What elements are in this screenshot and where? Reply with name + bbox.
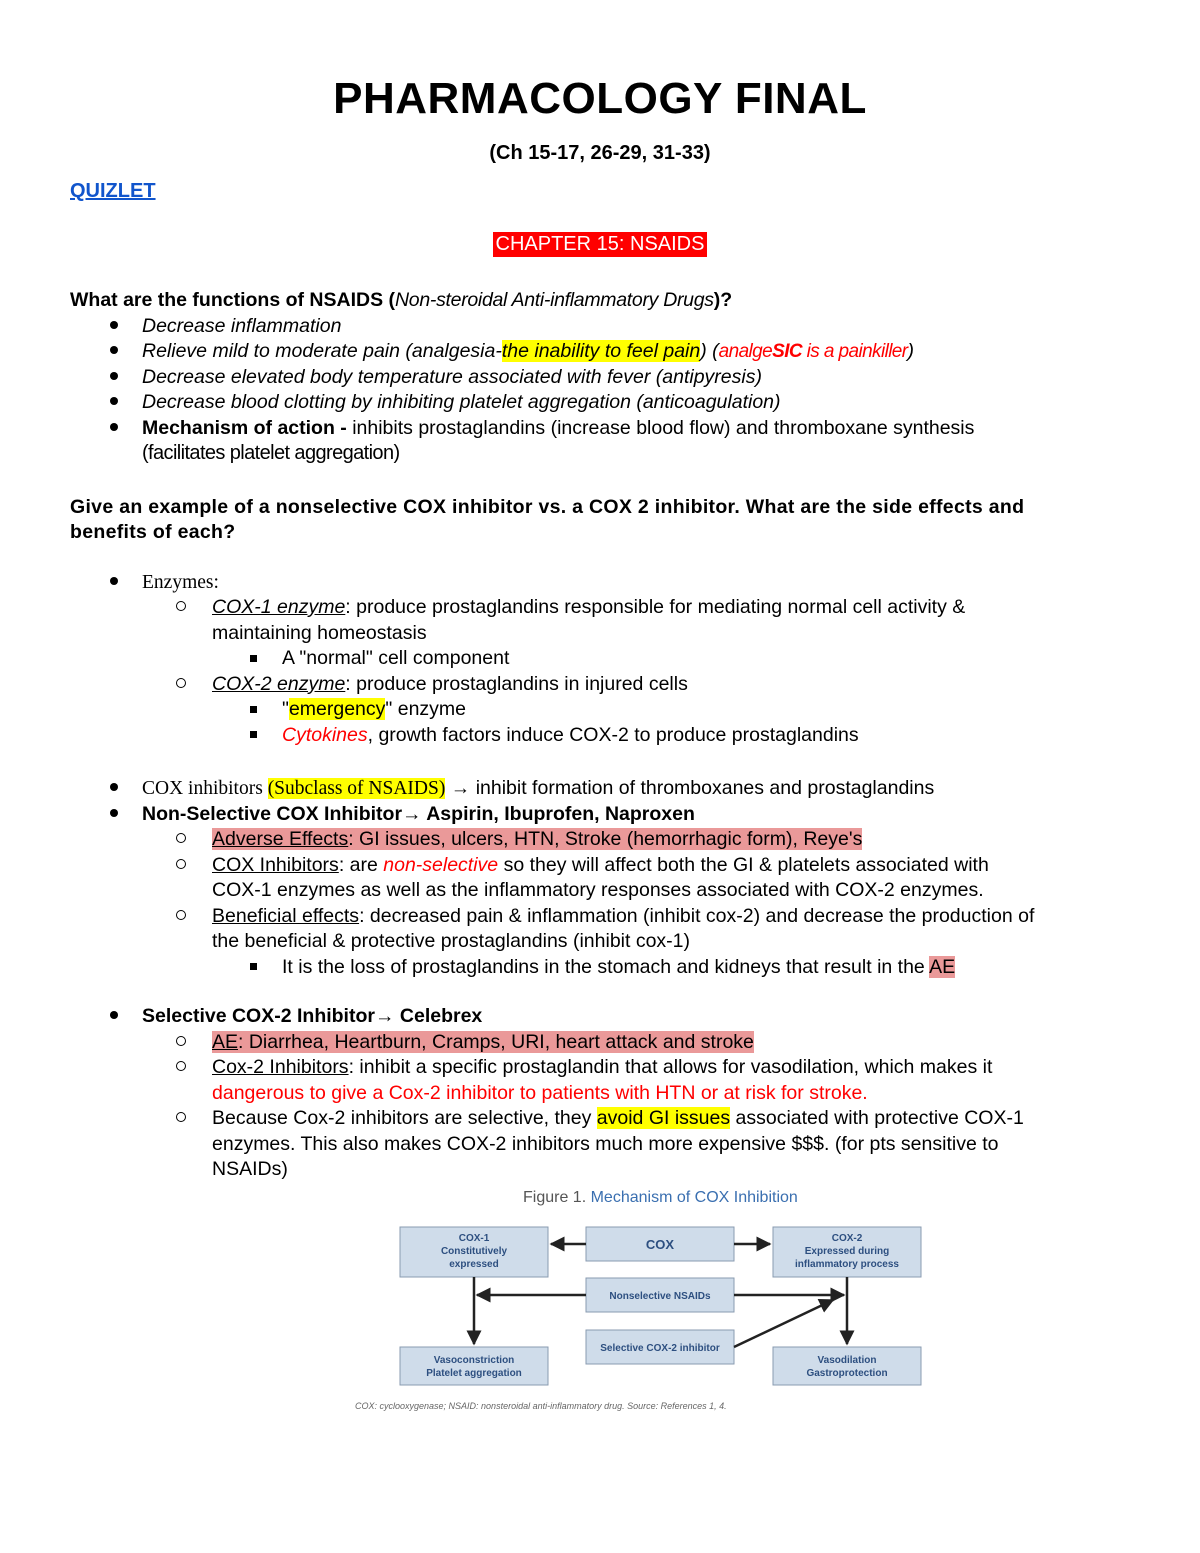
beneficial-sub-text: It is the loss of prostaglandins in the stomach and kidneys that result in the — [282, 955, 930, 978]
list-item — [70, 827, 1140, 853]
cox-inhibitors-text: COX inhibitors — [142, 778, 268, 799]
ae-text: : Diarrhea, Heartburn, Cramps, URI, heart attack and stroke — [238, 1030, 754, 1053]
cox2-label: COX-2 enzyme — [212, 672, 346, 695]
functions-list — [70, 314, 1140, 467]
highlight-text: (Subclass of NSAIDS) — [267, 778, 446, 799]
inhibitors-label: COX Inhibitors — [212, 853, 339, 876]
bullet-icon — [110, 390, 118, 416]
beneficial-label: Beneficial effects — [212, 904, 360, 927]
list-item — [70, 723, 1140, 749]
svg-text:Expressed during: Expressed during — [804, 1246, 890, 1257]
bullet-icon — [110, 1004, 118, 1030]
cox2-text: : produce prostaglandins in injured cells — [345, 672, 688, 695]
list-item — [70, 314, 1140, 340]
mechanism-label: Mechanism of action - — [142, 416, 353, 439]
svg-text:COX-1: COX-1 — [458, 1233, 490, 1244]
chapter-heading-wrap — [0, 232, 1200, 257]
beneficial-text: : decreased pain & inflammation (inhibit cox-2) and decrease the production of — [359, 904, 1035, 927]
selective-text: associated with protective COX-1 — [730, 1107, 1024, 1129]
question-1 — [70, 288, 1140, 314]
enzymes-list — [70, 570, 1140, 749]
function-text: Decrease inflammation — [142, 314, 342, 337]
circle-bullet-icon — [176, 1055, 186, 1081]
inhibitors-text: : are — [338, 853, 384, 876]
svg-text:Platelet aggregation: Platelet aggregation — [426, 1368, 522, 1379]
bullet-icon — [110, 314, 118, 340]
list-item — [70, 1106, 1140, 1183]
page-title: PHARMACOLOGY FINAL — [333, 74, 867, 123]
cox2-box — [773, 1227, 921, 1277]
svg-text:Constitutively: Constitutively — [440, 1246, 508, 1257]
list-item — [70, 776, 1140, 802]
svg-text:inflammatory process: inflammatory process — [795, 1259, 899, 1270]
page-subtitle: (Ch 15-17, 26-29, 31-33) — [489, 142, 711, 164]
cox1-text: : produce prostaglandins responsible for mediating normal cell activity & — [345, 596, 966, 618]
selective-title: Selective COX-2 Inhibitor→ Celebrex — [142, 1005, 483, 1027]
cox2-sub-text: , growth factors induce COX-2 to produce prostaglandins — [367, 723, 859, 746]
bullet-icon — [110, 802, 118, 828]
nonselective-title: Non-Selective COX Inhibitor→ Aspirin, Ibuprofen, Naproxen — [142, 802, 695, 825]
function-text: Relieve mild to moderate pain (analgesia- — [142, 340, 502, 362]
circle-bullet-icon — [176, 904, 186, 930]
list-item — [70, 802, 1140, 981]
list-item — [70, 339, 1140, 365]
q2-line: benefits of each? — [70, 521, 236, 543]
function-text: ) ( — [700, 340, 719, 362]
ae-label: AE — [212, 1030, 239, 1053]
bullet-icon — [110, 416, 118, 442]
q1-suffix: )? — [713, 289, 733, 311]
list-item — [70, 570, 1140, 749]
svg-text:COX-2: COX-2 — [831, 1233, 863, 1244]
list-item — [70, 595, 1140, 672]
list-item — [70, 1055, 1140, 1106]
cox1-sub-text: A "normal" cell component — [282, 647, 510, 669]
red-text: dangerous to give a Cox-2 inhibitor to patients with HTN or at risk for stroke. — [212, 1081, 868, 1104]
bullet-icon — [110, 570, 118, 596]
ae-label: Adverse Effects — [212, 828, 349, 850]
cox-inhibitors-text: → inhibit formation of thromboxanes and prostaglandins — [445, 777, 935, 799]
highlight-text: the inability to feel pain — [501, 340, 701, 362]
q1-italic: Non-steroidal Anti-inflammatory Drugs — [395, 289, 714, 311]
red-text: analge — [718, 341, 773, 362]
vasoconstriction-box — [400, 1347, 548, 1385]
svg-text:expressed: expressed — [449, 1259, 499, 1270]
svg-text:Nonselective NSAIDs: Nonselective NSAIDs — [609, 1291, 711, 1302]
highlight-text: emergency — [288, 698, 386, 720]
list-item — [70, 697, 1140, 723]
highlight-text: avoid GI issues — [596, 1107, 731, 1129]
red-text: Cytokines — [282, 723, 368, 746]
q1-prefix: What are the functions of NSAIDS ( — [70, 289, 396, 311]
circle-bullet-icon — [176, 595, 186, 621]
circle-bullet-icon — [176, 672, 186, 698]
mechanism-text: inhibits prostaglandins (increase blood flow) and thromboxane synthesis — [352, 416, 975, 439]
function-text: Decrease elevated body temperature associated with fever (antipyresis) — [142, 365, 762, 388]
circle-bullet-icon — [176, 1030, 186, 1056]
bullet-icon — [110, 776, 118, 802]
svg-text:Vasodilation: Vasodilation — [817, 1355, 877, 1366]
cox2-inhibitors-text: : inhibit a specific prostaglandin that allows for vasodilation, which makes it — [348, 1056, 993, 1078]
q2-line: Give an example of a nonselective COX inhibitor vs. a COX 2 inhibitor. What are the side effects and — [70, 495, 1025, 518]
cox-mechanism-figure — [355, 1182, 935, 1417]
highlight-text: AE — [929, 955, 956, 978]
cox-box — [586, 1227, 734, 1261]
function-text: Decrease blood clotting by inhibiting platelet aggregation (anticoagulation) — [142, 391, 781, 413]
vasodilation-box — [773, 1347, 921, 1385]
svg-text:COX: COX — [645, 1237, 675, 1252]
cox1-label: COX-1 enzyme — [212, 596, 346, 618]
square-bullet-icon — [250, 646, 257, 672]
question-2 — [70, 495, 1140, 546]
bullet-icon — [110, 365, 118, 391]
selective-text: NSAIDs) — [212, 1158, 288, 1180]
beneficial-text: the beneficial & protective prostaglandins (inhibit cox-1) — [212, 930, 691, 952]
list-item — [70, 1030, 1140, 1056]
list-item — [70, 672, 1140, 749]
inhibitors-text: so they will affect both the GI & platelets associated with — [498, 853, 989, 876]
list-item — [70, 416, 1140, 467]
list-item — [70, 365, 1140, 391]
cox2-sub-text: " enzyme — [385, 698, 467, 720]
list-item — [70, 390, 1140, 416]
content-body — [70, 288, 1140, 1183]
red-text: non-selective — [383, 853, 499, 876]
svg-text:Selective COX-2 inhibitor: Selective COX-2 inhibitor — [600, 1343, 720, 1354]
list-item — [70, 1004, 1140, 1183]
inhibitors-list — [70, 776, 1140, 980]
circle-bullet-icon — [176, 827, 186, 853]
enzymes-label: Enzymes: — [142, 571, 219, 593]
chapter-heading: CHAPTER 15: NSAIDS — [493, 232, 708, 257]
selective-text: Because Cox-2 inhibitors are selective, they — [212, 1107, 597, 1129]
nonselective-nsaids-box — [586, 1278, 734, 1312]
square-bullet-icon — [250, 955, 257, 981]
cox2-sub-text: " — [282, 698, 289, 720]
red-text: is a painkiller — [802, 341, 908, 362]
figure-title: Figure 1. Mechanism of COX Inhibition — [523, 1189, 798, 1206]
quizlet-link[interactable]: QUIZLET — [70, 180, 156, 202]
circle-bullet-icon — [176, 1106, 186, 1132]
list-item — [70, 646, 1140, 672]
list-item — [70, 904, 1140, 981]
selective-cox2-box — [586, 1330, 734, 1364]
circle-bullet-icon — [176, 853, 186, 879]
bullet-icon — [110, 339, 118, 365]
figure-caption: COX: cyclooxygenase; NSAID: nonsteroidal anti-inflammatory drug. Source: References 1, 4. — [355, 1401, 727, 1411]
cox2-inhibitors-label: Cox-2 Inhibitors — [212, 1056, 349, 1078]
list-item — [70, 853, 1140, 904]
function-text: ) — [907, 340, 915, 362]
red-bold-text: SIC — [772, 341, 802, 362]
cox1-box — [400, 1227, 548, 1277]
mechanism-text: (facilitates platelet aggregation) — [142, 442, 400, 464]
list-item — [70, 955, 1140, 981]
svg-text:Vasoconstriction: Vasoconstriction — [433, 1355, 515, 1366]
cox1-text: maintaining homeostasis — [212, 621, 427, 644]
ae-text: : GI issues, ulcers, HTN, Stroke (hemorrhagic form), Reye's — [348, 828, 863, 850]
selective-list — [70, 1004, 1140, 1183]
inhibitors-text: COX-1 enzymes as well as the inflammatory responses associated with COX-2 enzymes. — [212, 879, 984, 901]
svg-text:Gastroprotection: Gastroprotection — [806, 1368, 888, 1379]
selective-text: enzymes. This also makes COX-2 inhibitors much more expensive $$$. (for pts sensitive to — [212, 1132, 999, 1155]
square-bullet-icon — [250, 723, 257, 749]
square-bullet-icon — [250, 697, 257, 723]
